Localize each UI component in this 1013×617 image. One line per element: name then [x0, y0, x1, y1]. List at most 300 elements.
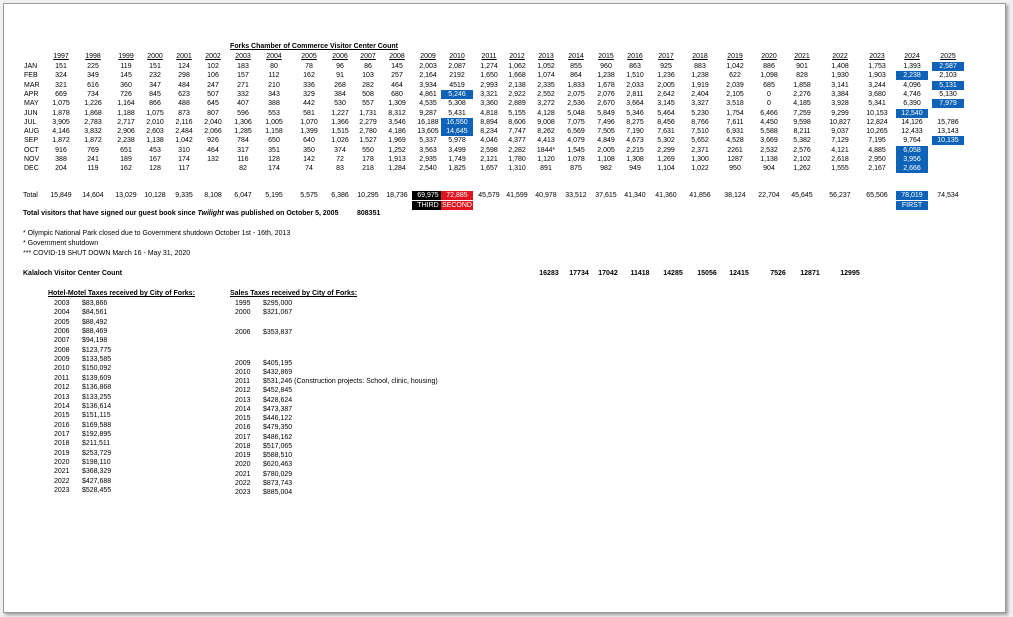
year-header: 1999 — [118, 53, 134, 60]
kalaloch-value: 14285 — [663, 270, 683, 277]
total-cell: 56,237 — [829, 192, 851, 199]
data-cell: 5,048 — [567, 109, 585, 117]
data-cell: 640 — [303, 137, 315, 145]
data-cell: 9,764 — [903, 137, 921, 145]
data-cell: 2,075 — [567, 90, 585, 98]
data-cell: 8,456 — [657, 118, 675, 126]
sales-year: 2023 — [235, 489, 251, 496]
data-cell: 210 — [268, 81, 280, 89]
total-cell: 18,736 — [386, 192, 408, 199]
tax-year: 2006 — [54, 328, 70, 336]
data-cell: 7,510 — [691, 128, 709, 136]
data-cell: 83 — [336, 165, 344, 173]
highlighted-cell: 6,058 — [896, 146, 928, 155]
data-cell: 8,606 — [508, 118, 526, 126]
data-cell: 1,120 — [537, 156, 555, 163]
data-cell: 784 — [237, 137, 249, 145]
note-shutdown-2013: * Olympic National Park closed due to Government shutdown October 1st - 16th, 2013 — [23, 230, 291, 237]
data-cell: 488 — [178, 100, 190, 108]
kalaloch-value: 12415 — [729, 270, 749, 277]
data-cell: 1,098 — [760, 72, 778, 80]
data-cell: 15,786 — [937, 118, 959, 126]
kalaloch-value: 16283 — [539, 270, 559, 277]
data-cell: 1,930 — [831, 72, 849, 80]
data-cell: 2,103 — [939, 72, 957, 80]
data-cell: 96 — [336, 63, 344, 70]
kalaloch-value: 17042 — [598, 270, 618, 277]
sales-amount: $353,837 — [263, 329, 293, 336]
total-cell-second: 72,885 — [441, 191, 473, 200]
data-cell: 106 — [207, 72, 219, 80]
tax-amount: $151,115 — [82, 412, 111, 420]
data-cell: 1,138 — [146, 137, 164, 145]
data-cell: 2,087 — [448, 63, 466, 70]
data-cell: 7,259 — [793, 109, 811, 117]
data-cell: 350 — [303, 146, 315, 154]
data-cell: 3,499 — [448, 146, 466, 154]
data-cell: 623 — [178, 90, 190, 98]
data-cell: 80 — [270, 63, 278, 70]
month-label: SEP — [24, 137, 39, 145]
data-cell: 680 — [391, 90, 403, 98]
data-cell: 72 — [336, 156, 344, 163]
tax-amount: $88,469 — [82, 328, 108, 336]
data-cell: 1,393 — [903, 63, 921, 70]
data-cell: 904 — [763, 165, 775, 173]
data-cell: 268 — [334, 81, 346, 89]
total-cell: 74,534 — [937, 192, 959, 199]
tax-amount: $133,585 — [82, 356, 112, 364]
sales-year: 1995 — [235, 300, 251, 307]
data-cell: 2,005 — [657, 81, 675, 89]
data-cell: 360 — [120, 81, 132, 89]
data-cell: 1,022 — [691, 165, 709, 173]
data-cell: 5,849 — [597, 109, 615, 117]
data-cell: 3,327 — [691, 100, 709, 108]
data-cell: 960 — [600, 63, 612, 70]
data-cell: 508 — [362, 90, 374, 98]
sales-year: 2017 — [235, 434, 251, 441]
tax-amount: $211,511 — [82, 440, 111, 448]
data-cell: 157 — [237, 72, 249, 80]
data-cell: 12,433 — [901, 128, 923, 136]
total-cell: 6,386 — [331, 192, 349, 199]
data-cell: 8,766 — [691, 118, 709, 126]
page-title: Forks Chamber of Commerce Visitor Center Count — [230, 43, 398, 50]
data-cell: 349 — [87, 72, 99, 80]
data-cell: 218 — [362, 165, 374, 173]
data-cell: 13,143 — [937, 128, 959, 136]
sales-year: 2011 — [235, 378, 251, 385]
tax-amount: $83,866 — [82, 300, 108, 307]
data-cell: 7,190 — [626, 128, 644, 136]
data-cell: 8,234 — [480, 128, 498, 136]
data-cell: 2,811 — [626, 90, 644, 98]
data-cell: 4,535 — [419, 100, 437, 108]
data-cell: 4,128 — [537, 109, 555, 117]
data-cell: 650 — [268, 137, 280, 145]
sales-amount: $473,387 — [263, 406, 293, 413]
data-cell: 1,309 — [388, 100, 406, 108]
year-header: 2007 — [360, 53, 376, 60]
year-header: 1998 — [85, 53, 101, 60]
data-cell: 247 — [207, 81, 219, 89]
total-cell: 41,856 — [689, 192, 711, 199]
data-cell: 174 — [268, 165, 280, 173]
sales-amount: $479,350 — [263, 424, 293, 431]
total-cell: 13,029 — [115, 192, 137, 199]
year-header: 2003 — [235, 53, 251, 60]
data-cell: 949 — [629, 165, 641, 173]
data-cell: 1,969 — [388, 137, 406, 145]
data-cell: 1,252 — [388, 146, 406, 154]
data-cell: 2,371 — [691, 146, 709, 154]
year-header: 1997 — [53, 53, 69, 60]
data-cell: 2,484 — [175, 128, 193, 136]
data-cell: 1,042 — [175, 137, 193, 145]
sales-year: 2015 — [235, 415, 251, 422]
month-label: JAN — [24, 63, 38, 70]
data-cell: 1,062 — [508, 63, 526, 70]
data-cell: 6,466 — [760, 109, 778, 117]
data-cell: 1,300 — [691, 156, 709, 163]
data-cell: 864 — [570, 72, 582, 80]
data-cell: 112 — [268, 72, 280, 80]
data-cell: 86 — [364, 63, 372, 70]
tax-year: 2003 — [54, 300, 70, 307]
data-cell: 1,825 — [448, 165, 466, 173]
data-cell: 1,858 — [793, 81, 811, 89]
tax-year: 2020 — [54, 458, 70, 466]
sales-year: 2006 — [235, 329, 251, 336]
data-cell: 1,310 — [508, 165, 526, 173]
tax-year: 2015 — [54, 412, 70, 420]
year-header: 2018 — [692, 53, 708, 60]
note-government-shutdown: * Government shutdown — [23, 240, 99, 247]
total-cell-first: 78,019 — [896, 191, 928, 200]
data-cell: 7,505 — [597, 128, 615, 136]
total-cell: 14,604 — [82, 192, 104, 199]
data-cell: 4,186 — [388, 128, 406, 136]
year-header: 2009 — [420, 53, 436, 60]
year-header: 2024 — [904, 53, 920, 60]
data-cell: 3,905 — [52, 118, 70, 126]
data-cell: 530 — [334, 100, 346, 108]
data-cell: 2,121 — [480, 156, 498, 163]
data-cell: 3,680 — [868, 90, 886, 98]
data-cell: 162 — [120, 165, 132, 173]
tax-amount: $123,775 — [82, 346, 112, 354]
tax-amount: $427,688 — [82, 477, 112, 485]
sales-year: 2018 — [235, 443, 251, 450]
hotel-motel-header: Hotel-Motel Taxes received by City of Forks: — [48, 290, 195, 297]
data-cell: 553 — [268, 109, 280, 117]
data-cell: 3,518 — [726, 100, 744, 108]
data-cell: 557 — [362, 100, 374, 108]
month-label: MAR — [24, 81, 40, 89]
data-cell: 298 — [178, 72, 190, 80]
data-cell: 2,105 — [726, 90, 744, 98]
data-cell: 2,906 — [117, 128, 135, 136]
highlighted-cell: 2,238 — [896, 71, 928, 80]
data-cell: 1,104 — [657, 165, 675, 173]
month-label: JUN — [24, 109, 38, 117]
data-cell: 151 — [55, 63, 67, 70]
data-cell: 845 — [149, 90, 161, 98]
data-cell: 2,040 — [204, 118, 222, 126]
data-cell: 388 — [55, 156, 67, 163]
data-cell: 7,075 — [567, 118, 585, 126]
data-cell: 4,185 — [793, 100, 811, 108]
month-label: DEC — [24, 165, 39, 173]
data-cell: 167 — [149, 156, 161, 163]
data-cell: 1,408 — [831, 63, 849, 70]
data-cell: 3,360 — [480, 100, 498, 108]
data-cell: 873 — [178, 109, 190, 117]
total-cell-third: 69,975 — [412, 191, 444, 200]
total-cell: 10,128 — [144, 192, 166, 199]
data-cell: 2,642 — [657, 90, 675, 98]
data-cell: 622 — [729, 72, 741, 80]
data-cell: 336 — [303, 81, 315, 89]
data-cell: 2,783 — [84, 118, 102, 126]
data-cell: 1,545 — [567, 146, 585, 154]
data-cell: 9,299 — [831, 109, 849, 117]
data-cell: 232 — [149, 72, 161, 80]
data-cell: 116 — [237, 156, 249, 163]
data-cell: 12,824 — [866, 118, 888, 126]
data-cell: 866 — [149, 100, 161, 108]
data-cell: 828 — [796, 72, 808, 80]
sales-amount: $446,122 — [263, 415, 293, 422]
tax-year: 2017 — [54, 430, 70, 438]
sales-amount: $432,869 — [263, 369, 293, 376]
total-cell: 65,506 — [866, 192, 888, 199]
tax-amount: $133,255 — [82, 393, 112, 401]
data-cell: 2,279 — [359, 118, 377, 126]
data-cell: 5,382 — [793, 137, 811, 145]
data-cell: 4,528 — [726, 137, 744, 145]
data-cell: 1,668 — [508, 72, 526, 80]
data-cell: 5,130 — [939, 90, 957, 98]
data-cell: 8,211 — [793, 128, 811, 136]
data-cell: 2,993 — [480, 81, 498, 89]
data-cell: 8,894 — [480, 118, 498, 126]
data-cell: 4,096 — [903, 81, 921, 89]
year-header: 2025 — [940, 53, 956, 60]
sales-amount: $428,624 — [263, 397, 293, 404]
month-label: AUG — [24, 128, 40, 136]
sales-year: 2000 — [235, 309, 251, 316]
total-cell: 5,575 — [300, 192, 318, 199]
data-cell: 3,321 — [480, 90, 498, 98]
sales-amount: $780,029 — [263, 471, 293, 478]
data-cell: 1,868 — [84, 109, 102, 117]
data-cell: 1,188 — [117, 109, 135, 117]
data-cell: 1,284 — [388, 165, 406, 173]
total-cell: 9,335 — [175, 192, 193, 199]
data-cell: 9,037 — [831, 128, 849, 136]
data-cell: 1,158 — [265, 128, 283, 136]
data-cell: 329 — [303, 90, 315, 98]
data-cell: 0 — [767, 90, 771, 98]
data-cell: 1,527 — [359, 137, 377, 145]
tax-amount: $150,092 — [82, 365, 112, 373]
data-cell: 225 — [87, 63, 99, 70]
total-cell: 38,124 — [724, 192, 746, 199]
data-cell: 78 — [305, 63, 313, 70]
data-cell: 1,833 — [567, 81, 585, 89]
data-cell: 9,598 — [793, 118, 811, 126]
kalaloch-value: 17734 — [569, 270, 589, 277]
year-header: 2000 — [147, 53, 163, 60]
data-cell: 2,238 — [117, 137, 135, 145]
data-cell: 1,749 — [448, 156, 466, 163]
data-cell: 10,827 — [829, 118, 851, 126]
data-cell: 2,935 — [419, 156, 437, 163]
data-cell: 1,026 — [331, 137, 349, 145]
highlighted-cell: 5,246 — [441, 90, 473, 99]
data-cell: 925 — [660, 63, 672, 70]
data-cell: 351 — [268, 146, 280, 154]
data-cell: 3,563 — [419, 146, 437, 154]
data-cell: 1,005 — [265, 118, 283, 126]
total-cell: 22,704 — [758, 192, 780, 199]
data-cell: 9,008 — [537, 118, 555, 126]
data-cell: 1,731 — [359, 109, 377, 117]
data-cell: 1,515 — [331, 128, 349, 136]
data-cell: 128 — [268, 156, 280, 163]
sales-year: 2012 — [235, 387, 251, 394]
tax-year: 2009 — [54, 356, 70, 364]
total-cell: 15,849 — [50, 192, 72, 199]
data-cell: 3,664 — [626, 100, 644, 108]
total-cell: 45,579 — [478, 192, 500, 199]
data-cell: 321 — [55, 81, 67, 89]
highlighted-cell: 16,550 — [441, 118, 473, 127]
tax-amount: $136,614 — [82, 402, 112, 410]
data-cell: 1,903 — [868, 72, 886, 80]
data-cell: 1,138 — [760, 156, 778, 163]
total-cell: 40,978 — [535, 192, 557, 199]
data-cell: 145 — [391, 63, 403, 70]
data-cell: 1,042 — [726, 63, 744, 70]
total-cell: 5,195 — [265, 192, 283, 199]
data-cell: 1,872 — [84, 137, 102, 145]
totals-label: Total — [23, 192, 38, 199]
data-cell: 7,611 — [726, 118, 744, 126]
data-cell: 103 — [362, 72, 374, 80]
data-cell: 1,227 — [331, 109, 349, 117]
data-cell: 2,603 — [146, 128, 164, 136]
data-cell: 241 — [87, 156, 99, 163]
data-cell: 7,747 — [508, 128, 526, 136]
data-cell: 4,885 — [868, 146, 886, 154]
data-cell: 2,066 — [204, 128, 222, 136]
data-cell: 5,978 — [448, 137, 466, 145]
data-cell: 91 — [336, 72, 344, 80]
data-cell: 464 — [207, 146, 219, 154]
sales-amount: $873,743 — [263, 480, 293, 487]
month-label: FEB — [24, 72, 38, 80]
data-cell: 2,033 — [626, 81, 644, 89]
sales-amount: $486,162 — [263, 434, 293, 441]
data-cell: 1,678 — [597, 81, 615, 89]
year-header: 2001 — [176, 53, 192, 60]
data-cell: 347 — [149, 81, 161, 89]
tax-year: 2013 — [54, 393, 70, 401]
data-cell: 726 — [120, 90, 132, 98]
data-cell: 6,569 — [567, 128, 585, 136]
total-cell: 33,512 — [565, 192, 587, 199]
data-cell: 1,108 — [597, 156, 615, 163]
data-cell: 3,832 — [84, 128, 102, 136]
data-cell: 2,540 — [419, 165, 437, 173]
sales-year: 2019 — [235, 452, 251, 459]
data-cell: 2,039 — [726, 81, 744, 89]
data-cell: 310 — [178, 146, 190, 154]
tax-amount: $169,588 — [82, 421, 112, 429]
kalaloch-value: 7526 — [770, 270, 786, 277]
year-header: 2021 — [794, 53, 810, 60]
data-cell: 2,780 — [359, 128, 377, 136]
data-cell: 5,308 — [448, 100, 466, 108]
sales-amount: $405,195 — [263, 360, 293, 367]
data-cell: 926 — [207, 137, 219, 145]
data-cell: 2,889 — [508, 100, 526, 108]
data-cell: 13,605 — [417, 128, 439, 136]
data-cell: 10,265 — [866, 128, 888, 136]
data-cell: 2,102 — [793, 156, 811, 163]
data-cell: 5,588 — [760, 128, 778, 136]
data-cell: 4,046 — [480, 137, 498, 145]
data-cell: 5,464 — [657, 109, 675, 117]
sales-year: 2013 — [235, 397, 251, 404]
data-cell: 2,116 — [175, 118, 193, 126]
sales-year: 2022 — [235, 480, 251, 487]
data-cell: 1,238 — [597, 72, 615, 80]
data-cell: 4,818 — [480, 109, 498, 117]
sales-amount: $588,510 — [263, 452, 293, 459]
year-header: 2004 — [266, 53, 282, 60]
data-cell: 4,079 — [567, 137, 585, 145]
data-cell: 384 — [334, 90, 346, 98]
tax-year: 2004 — [54, 309, 70, 317]
data-cell: 507 — [207, 90, 219, 98]
data-cell: 2,532 — [760, 146, 778, 154]
sales-amount: $517,065 — [263, 443, 293, 450]
data-cell: 1,753 — [868, 63, 886, 70]
data-cell: 3,934 — [419, 81, 437, 89]
data-cell: 734 — [87, 90, 99, 98]
tax-amount: $528,455 — [82, 487, 112, 494]
highlighted-cell: 12,540 — [896, 109, 928, 118]
data-cell: 0 — [767, 100, 771, 108]
data-cell: 1,052 — [537, 63, 555, 70]
tax-amount: $139,609 — [82, 374, 112, 382]
highlighted-cell: 3,956 — [896, 155, 928, 164]
data-cell: 2,005 — [597, 146, 615, 154]
data-cell: 1,236 — [657, 72, 675, 80]
data-cell: 2,010 — [146, 118, 164, 126]
data-cell: 119 — [87, 165, 99, 173]
data-cell: 174 — [178, 156, 190, 163]
tax-year: 2021 — [54, 468, 70, 476]
year-header: 2015 — [598, 53, 614, 60]
data-cell: 2,167 — [868, 165, 886, 173]
data-cell: 124 — [178, 63, 190, 70]
data-cell: 14,126 — [901, 118, 923, 126]
